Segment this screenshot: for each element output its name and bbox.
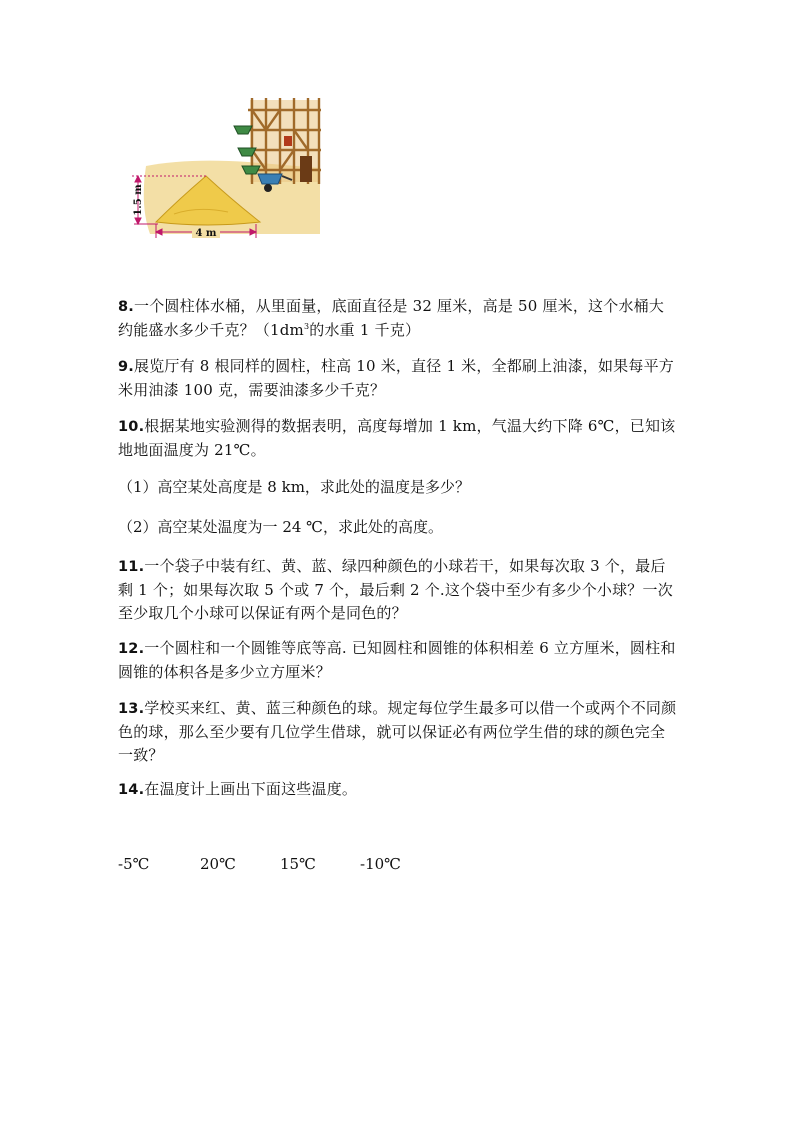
- question-text: 学校买来红、黄、蓝三种颜色的球。规定每位学生最多可以借一个或两个不同颜色的球，那么至少要有几位学生借球，就可以保证必有两位学生借的球的颜色完全一致？: [118, 699, 677, 764]
- question-11: [118, 555, 678, 625]
- question-13: [118, 697, 678, 767]
- sub-question-1: （1）高空某处高度是 8 km，求此处的温度是多少？: [118, 478, 470, 496]
- temperature-item: 15℃: [280, 855, 316, 873]
- question-text: 一个圆柱体水桶，从里面量，底面直径是 32 厘米，高是 50 厘米，这个水桶大约能盛水多少千克？（1dm: [118, 297, 665, 339]
- width-label: 4 m: [195, 228, 217, 239]
- question-9: [118, 355, 678, 402]
- question-text: 展览厅有 8 根同样的圆柱，柱高 10 米，直径 1 米，全都刷上油漆，如果每平方米用油漆 100 克，需要油漆多少千克？: [118, 357, 674, 399]
- question-number: 10.: [118, 419, 145, 435]
- sand-pile-figure: [128, 96, 323, 241]
- temperature-item: -5℃: [118, 855, 150, 873]
- question-number: 13.: [118, 701, 145, 717]
- question-text: 根据某地实验测得的数据表明，高度每增加 1 km，气温大约下降 6℃，已知该地地面温度为 21℃。: [118, 417, 676, 459]
- sub-question-2: （2）高空某处温度为一 24 ℃，求此处的高度。: [118, 518, 443, 536]
- scaffold-building: [248, 98, 321, 184]
- question-8: [118, 295, 678, 342]
- question-number: 14.: [118, 782, 145, 798]
- temperature-item: -10℃: [360, 855, 401, 873]
- question-number: 8.: [118, 299, 134, 315]
- question-number: 12.: [118, 641, 145, 657]
- question-text-tail: 的水重 1 千克）: [309, 321, 421, 339]
- question-14: [118, 778, 678, 802]
- height-label: 1.5 m: [133, 184, 144, 216]
- question-number: 9.: [118, 359, 134, 375]
- question-text: 一个袋子中装有红、黄、蓝、绿四种颜色的小球若干，如果每次取 3 个，最后剩 1 个；如果每次取 5 个或 7 个，最后剩 2 个.这个袋中至少有多少个小球？一次至少取几个小球可以保证有两个是同色的？: [118, 557, 673, 622]
- question-text: 在温度计上画出下面这些温度。: [144, 780, 358, 798]
- cube-exponent: 3: [303, 322, 310, 331]
- question-12: [118, 637, 678, 684]
- sand-pile-illustration: [128, 96, 323, 241]
- question-text: 一个圆柱和一个圆锥等底等高. 已知圆柱和圆锥的体积相差 6 立方厘米，圆柱和圆锥的体积各是多少立方厘米？: [118, 639, 676, 681]
- question-number: 11.: [118, 559, 145, 575]
- question-10: [118, 415, 678, 462]
- temperature-item: 20℃: [200, 855, 236, 873]
